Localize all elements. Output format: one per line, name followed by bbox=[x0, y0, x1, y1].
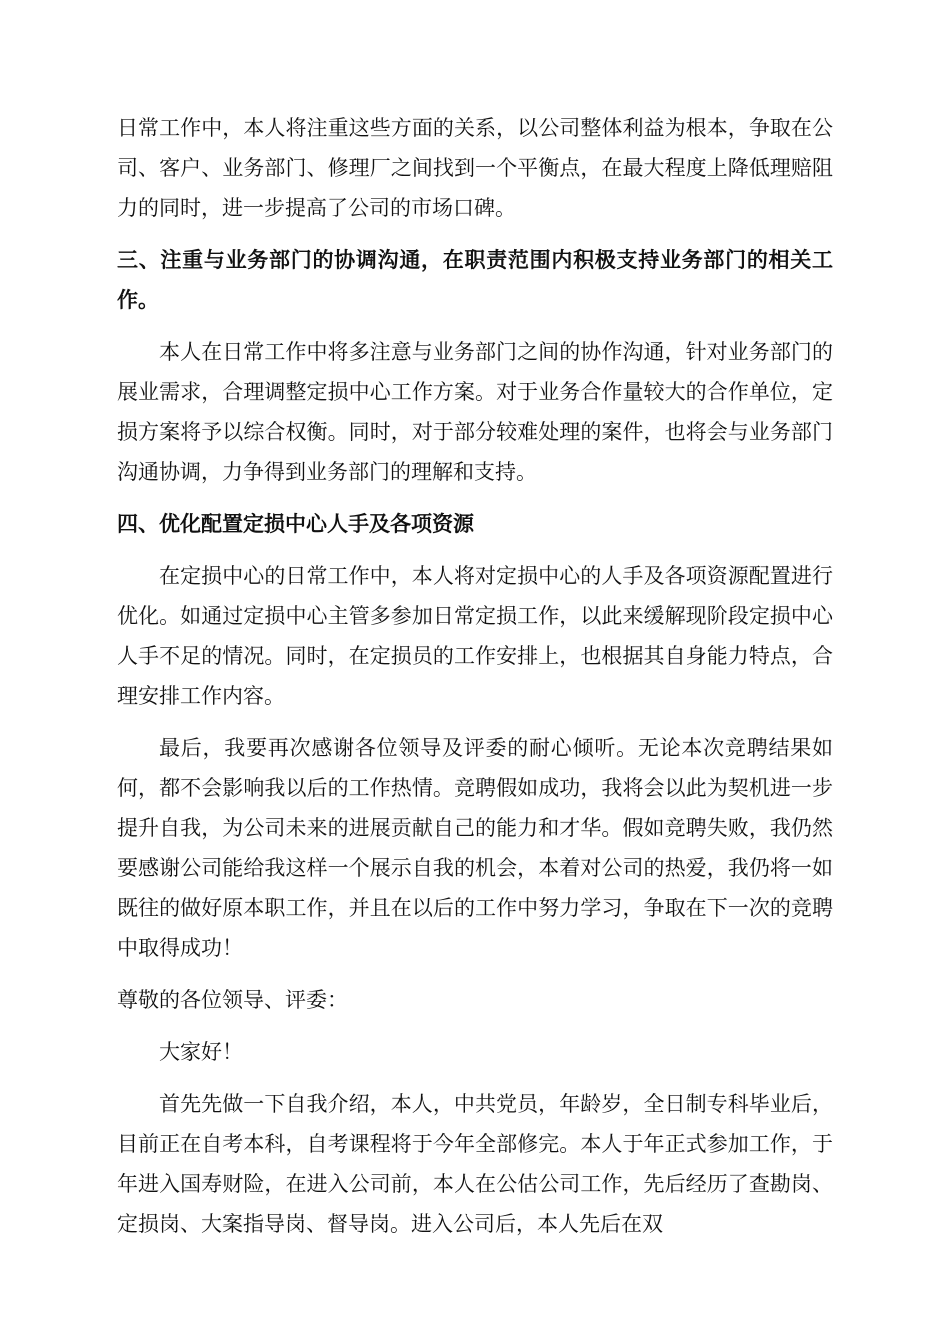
section-heading-3: 三、注重与业务部门的协调沟通，在职责范围内积极支持业务部门的相关工作。 bbox=[117, 248, 833, 312]
paragraph-self-intro: 首先先做一下自我介绍，本人，中共党员，年龄岁，全日制专科毕业后，目前正在自考本科，自考课程将于今年全部修完。本人于年正式参加工作，于年进入国寿财险，在进入公司前，本人在公估公司工作，先后经历了查勘岗、定损岗、大案指导岗、督导岗。进入公司后，本人先后在双 bbox=[117, 1092, 833, 1236]
paragraph-closing: 最后，我要再次感谢各位领导及评委的耐心倾听。无论本次竞聘结果如何，都不会影响我以后的工作热情。竞聘假如成功，我将会以此为契机进一步提升自我，为公司未来的进展贡献自己的能力和才华。假如竞聘失败，我仍然要感谢公司能给我这样一个展示自我的机会，本着对公司的热爱，我仍将一如既往的做好原本职工作，并且在以后的工作中努力学习，争取在下一次的竞聘中取得成功！ bbox=[117, 736, 833, 960]
greeting: 大家好！ bbox=[159, 1040, 243, 1064]
paragraph-2: 本人在日常工作中将多注意与业务部门之间的协作沟通，针对业务部门的展业需求，合理调整定损中心工作方案。对于业务合作量较大的合作单位，定损方案将予以综合权衡。同时，对于部分较难处理的案件，也将会与业务部门沟通协调，力争得到业务部门的理解和支持。 bbox=[117, 340, 833, 484]
document-body bbox=[117, 108, 833, 1244]
section-heading-4: 四、优化配置定损中心人手及各项资源 bbox=[117, 512, 474, 536]
paragraph-1: 日常工作中，本人将注重这些方面的关系，以公司整体利益为根本，争取在公司、客户、业务部门、修理厂之间找到一个平衡点，在最大程度上降低理赔阻力的同时，进一步提高了公司的市场口碑。 bbox=[117, 116, 833, 220]
paragraph-3: 在定损中心的日常工作中，本人将对定损中心的人手及各项资源配置进行优化。如通过定损中心主管多参加日常定损工作，以此来缓解现阶段定损中心人手不足的情况。同时，在定损员的工作安排上，也根据其自身能力特点，合理安排工作内容。 bbox=[117, 564, 833, 708]
salutation: 尊敬的各位领导、评委： bbox=[117, 988, 348, 1012]
